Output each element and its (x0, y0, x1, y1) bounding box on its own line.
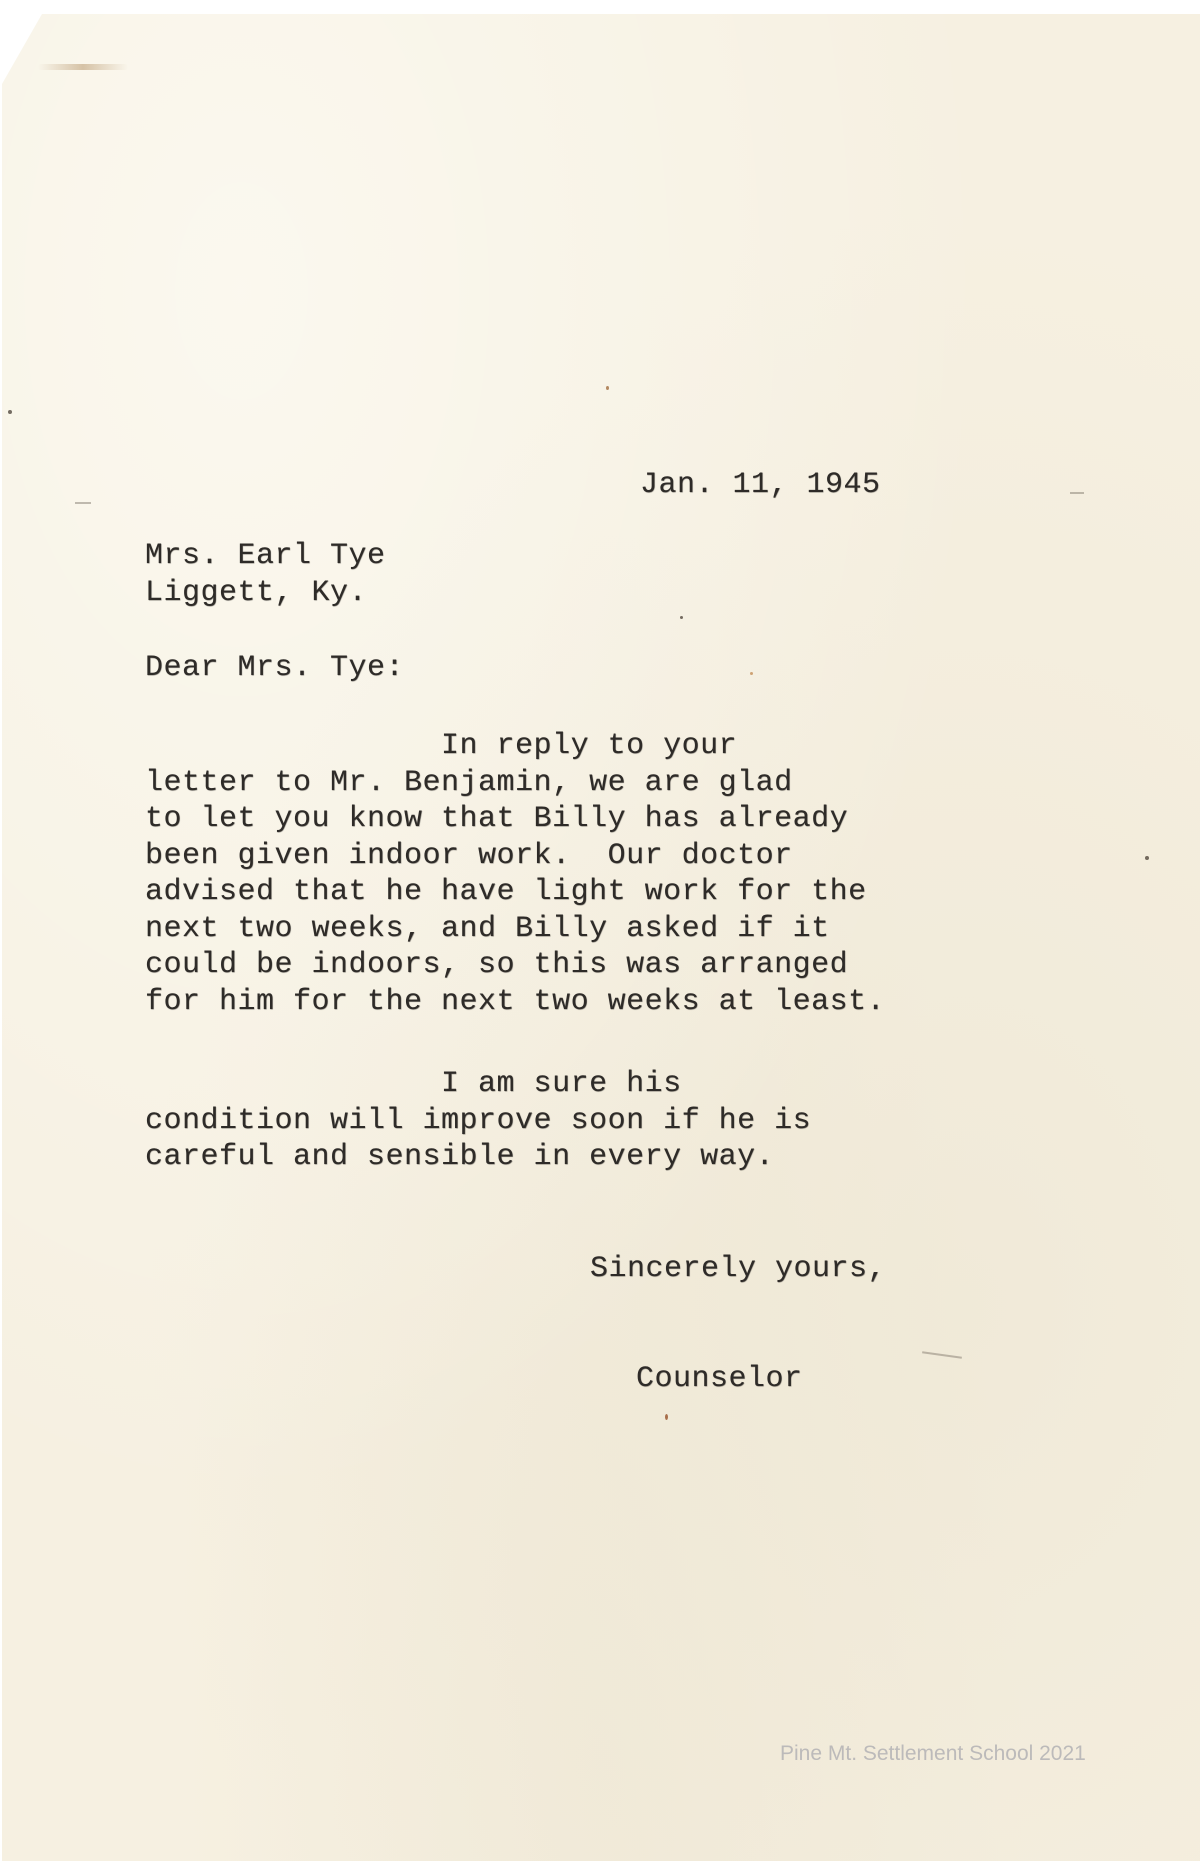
paragraph-line: been given indoor work. Our doctor (145, 838, 793, 873)
paragraph-line: letter to Mr. Benjamin, we are glad (145, 765, 793, 800)
closing: Sincerely yours, (590, 1252, 887, 1286)
paper-scratch (1070, 492, 1084, 494)
body-paragraph-1 (145, 728, 885, 1020)
archive-watermark: Pine Mt. Settlement School 2021 (780, 1742, 1086, 1765)
paper-scratch (75, 502, 91, 504)
paragraph-line: condition will improve soon if he is (145, 1103, 812, 1138)
paragraph-line: In reply to your (145, 729, 738, 763)
paragraph-line: to let you know that Billy has already (145, 802, 849, 836)
paragraph-line: could be indoors, so this was arranged (145, 948, 849, 982)
recipient-location: Liggett, Ky. (145, 575, 368, 610)
paper-speck (750, 672, 753, 675)
letter-date: Jan. 11, 1945 (640, 468, 881, 502)
paragraph-line: next two weeks, and Billy asked if it (145, 911, 830, 946)
paper-speck (665, 1414, 668, 1420)
paper-speck (680, 616, 683, 619)
recipient-name: Mrs. Earl Tye (145, 539, 386, 573)
paper-stain (38, 64, 128, 70)
signature-title: Counselor (636, 1362, 803, 1396)
paragraph-line: advised that he have light work for the (145, 875, 867, 909)
paper-speck (606, 386, 609, 390)
paper-speck (8, 410, 12, 414)
paragraph-line: for him for the next two weeks at least. (145, 984, 886, 1019)
torn-corner (2, 14, 42, 84)
salutation: Dear Mrs. Tye: (145, 651, 405, 685)
body-paragraph-2 (145, 1066, 811, 1176)
paragraph-line: I am sure his (145, 1067, 682, 1101)
recipient-address (145, 538, 386, 611)
paragraph-line: careful and sensible in every way. (145, 1140, 775, 1174)
paper-speck (1145, 856, 1149, 860)
